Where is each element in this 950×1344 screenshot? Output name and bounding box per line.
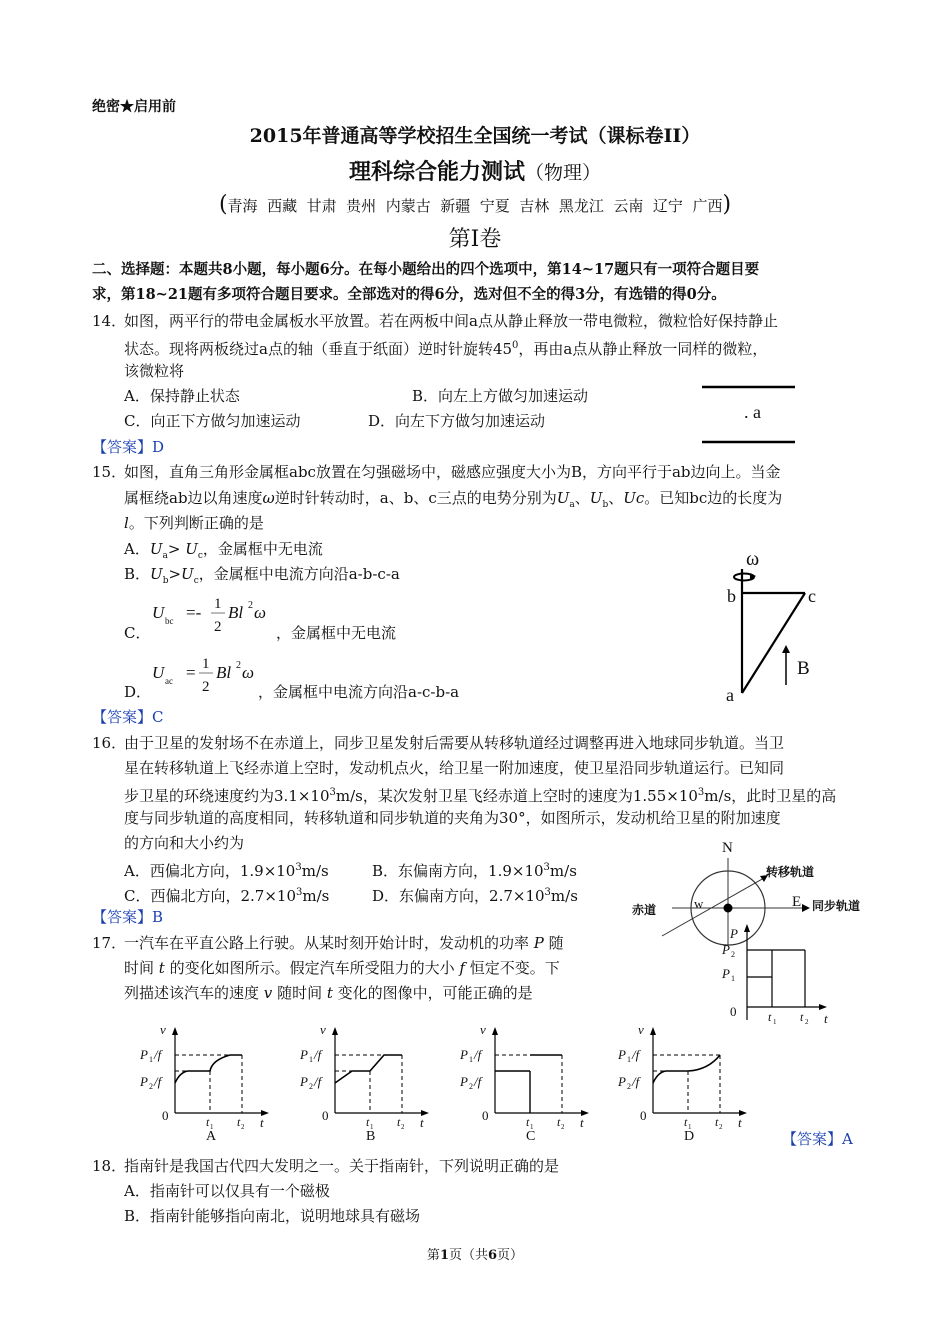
vt-t1-label: t — [206, 1115, 210, 1129]
pt-p1-label: P — [722, 966, 730, 981]
q14-option-b: B．向左上方做匀加速运动 — [412, 387, 589, 405]
vt-origin-label: 0 — [482, 1108, 489, 1123]
vt-p2f-sub: 2 — [149, 1082, 153, 1091]
satellite-dot — [724, 904, 733, 913]
vt-t1-sub: 1 — [210, 1123, 214, 1131]
sync-orbit-arrowhead-icon — [802, 904, 810, 912]
q15-option-b: B．$U_b>U_c$，金属框中电流方向沿a-b-c-a — [124, 565, 400, 586]
q15-line-3: l。下列判断正确的是 — [124, 514, 264, 532]
vt-t1-label: t — [366, 1115, 370, 1129]
vt-graph-a — [130, 1020, 280, 1150]
vt-p2f-slash: /f — [154, 1074, 162, 1089]
regions: 青海 西藏 甘肃 贵州 内蒙古 新疆 宁夏 吉林 黑龙江 云南 辽宁 广西 — [227, 197, 723, 215]
vertex-b-label: b — [727, 586, 736, 606]
q14-answer: 【答案】D — [92, 438, 165, 456]
vt-t2-sub: 2 — [401, 1123, 405, 1131]
q16-answer: 【答案】B — [92, 908, 164, 926]
transfer-orbit-label: 转移轨道 — [766, 865, 815, 879]
vt-y-arrow-icon — [650, 1027, 656, 1035]
page-footer: 第1页（共6页） — [426, 1248, 524, 1263]
q15-line-2: 属框绕ab边以角速度ω逆时针转动时，a、b、c三点的电势分别为$U_a$、$U_b$、Uc。已知bc边的长度为 — [124, 489, 783, 510]
vt-v-label: v — [638, 1022, 644, 1037]
q16-line-1: 由于卫星的发射场不在赤道上，同步卫星发射后需要从转移轨道经过调整再进入地球同步轨道。当卫 — [124, 734, 785, 752]
vt-p1f-sub: 1 — [469, 1055, 473, 1064]
vt-origin-label: 0 — [640, 1108, 647, 1123]
vt-origin-label: 0 — [162, 1108, 169, 1123]
pt-p-label: P — [730, 926, 738, 941]
vt-p1f-label: P — [618, 1047, 626, 1062]
vt-p2f-label: P — [300, 1074, 308, 1089]
q16-line-2: 星在转移轨道上飞经赤道上空时，发动机点火，给卫星一附加速度，使卫星沿同步轨道运行。已知同 — [124, 759, 785, 777]
vt-p2f-slash: /f — [474, 1074, 482, 1089]
vt-v-label: v — [320, 1022, 326, 1037]
omega-label: ω — [746, 548, 760, 570]
q16-option-a: A．西偏北方向，$1.9\times 10^3m/s$ — [124, 862, 329, 880]
vt-v-label: v — [160, 1022, 166, 1037]
vt-t2-label: t — [715, 1115, 719, 1129]
q15-option-c-text: ，金属框中无电流 — [276, 624, 397, 642]
q17-line-1: 一汽车在平直公路上行驶。从某时刻开始计时，发动机的功率 P 随 — [124, 934, 564, 952]
q15-option-d-prefix: D． — [124, 683, 152, 701]
vt-p1f-sub: 1 — [627, 1055, 631, 1064]
vt-curve — [495, 1055, 562, 1071]
pt-origin-label: 0 — [730, 1004, 737, 1019]
q14-option-d: D．向左下方做匀加速运动 — [368, 412, 546, 430]
vt-t2-label: t — [557, 1115, 561, 1129]
q16-line-4: 度与同步轨道的高度相同，转移轨道和同步轨道的夹角为30°，如图所示，发动机给卫星的附加速度 — [124, 809, 781, 827]
formula-d-eq: = — [186, 663, 196, 682]
q17-line-2: 时间 t 的变化如图所示。假定汽车所受阻力的大小 f 恒定不变。下 — [124, 959, 560, 977]
q16-line-3: 步卫星的环绕速度约为$3.1\times 10^3m/s$，某次发射卫星飞经赤道上空时的速度为$1.55\times 10^3m/s$，此时卫星的高 — [124, 787, 837, 805]
vt-p1f-sub: 1 — [309, 1055, 313, 1064]
q16-line-5: 的方向和大小约为 — [124, 834, 245, 852]
vt-p1f-slash: /f — [154, 1047, 162, 1062]
pt-y-arrow-icon — [744, 924, 750, 932]
field-b-label: B — [797, 658, 810, 679]
sync-orbit-label: 同步轨道 — [812, 899, 861, 913]
vt-y-arrow-icon — [332, 1027, 338, 1035]
pt-t2-label: t — [800, 1010, 804, 1024]
vt-t-axis-label: t — [420, 1115, 424, 1130]
vt-t-axis-label: t — [580, 1115, 584, 1130]
regions-close: ) — [722, 192, 732, 217]
vt-y-arrow-icon — [172, 1027, 178, 1035]
side-ac — [742, 593, 805, 693]
q18-option-b: B．指南针能够指向南北，说明地球具有磁场 — [124, 1207, 421, 1225]
vt-t-axis-label: t — [738, 1115, 742, 1130]
pt-t1-label: t — [768, 1010, 772, 1024]
vt-p2f-sub: 2 — [469, 1082, 473, 1091]
vt-p1f-label: P — [140, 1047, 148, 1062]
vt-p2f-label: P — [140, 1074, 148, 1089]
vt-t1-label: t — [526, 1115, 530, 1129]
vertex-a-label: a — [726, 685, 734, 705]
pt-t-axis-label: t — [824, 1011, 828, 1026]
vt-p1f-slash: /f — [314, 1047, 322, 1062]
q18-option-a: A．指南针可以仅具有一个磁极 — [124, 1182, 330, 1200]
q15-option-c-formula — [150, 590, 275, 638]
point-a-label: . a — [744, 402, 761, 422]
q17-power-graph — [722, 920, 843, 1028]
vt-graph-label: B — [366, 1129, 376, 1144]
formula-c-sq: 2 — [248, 600, 253, 611]
formula-d-den: 2 — [202, 679, 210, 695]
vertex-c-label: c — [808, 586, 816, 606]
east-label: E — [792, 894, 802, 910]
q15-option-a: A．$U_a> U_c$，金属框中无电流 — [124, 540, 323, 561]
q15-answer: 【答案】C — [92, 708, 164, 726]
section-line-2: 求，第18~21题有多项符合题目要求。全部选对的得6分，选对但不全的得3分，有选错的得0分。 — [92, 286, 726, 303]
vt-t2-label: t — [237, 1115, 241, 1129]
vt-t1-sub: 1 — [530, 1123, 534, 1131]
q14-option-c: C．向正下方做匀加速运动 — [124, 412, 301, 430]
vt-p2f-sub: 2 — [309, 1082, 313, 1091]
formula-d-bl: Bl — [216, 663, 232, 682]
exam-title: 2015年普通高等学校招生全国统一考试（课标卷II） — [249, 125, 701, 147]
vt-t1-sub: 1 — [370, 1123, 374, 1131]
subtitle-sub: （物理） — [525, 162, 602, 184]
q16-number: 16． — [92, 734, 127, 752]
volume-title: 第Ⅰ卷 — [448, 227, 502, 252]
formula-d-num: 1 — [202, 656, 210, 672]
vt-t2-sub: 2 — [561, 1123, 565, 1131]
q15-option-c-prefix: C． — [124, 624, 151, 642]
q15-number: 15． — [92, 463, 127, 481]
west-label: w — [694, 896, 704, 911]
vt-t-axis-label: t — [260, 1115, 264, 1130]
section-line-1: 二、选择题：本题共8小题，每小题6分。在每小题给出的四个选项中，第14~17题只有一项符合题目要 — [92, 261, 760, 278]
q17-number: 17． — [92, 934, 127, 952]
formula-c-num: 1 — [214, 596, 222, 612]
regions-open: ( — [218, 192, 228, 217]
q14-line-1: 如图，两平行的带电金属板水平放置。若在两板中间a点从静止释放一带电微粒，微粒恰好保持静止 — [124, 312, 778, 330]
vt-graph-label: A — [206, 1129, 217, 1144]
vt-p1f-label: P — [300, 1047, 308, 1062]
vt-p2f-sub: 2 — [627, 1082, 631, 1091]
vt-p2f-label: P — [618, 1074, 626, 1089]
vt-p2f-slash: /f — [632, 1074, 640, 1089]
formula-c-bl: Bl — [228, 603, 244, 622]
formula-d-sub: ac — [165, 676, 173, 686]
formula-d-u: U — [152, 663, 165, 682]
vt-origin-label: 0 — [322, 1108, 329, 1123]
formula-c-den: 2 — [214, 619, 222, 635]
formula-c-omega: ω — [254, 603, 267, 622]
vt-p1f-sub: 1 — [149, 1055, 153, 1064]
formula-d-omega: ω — [242, 663, 255, 682]
vt-p1f-label: P — [460, 1047, 468, 1062]
pt-p1-sub: 1 — [731, 974, 735, 983]
q14-option-a: A．保持静止状态 — [124, 387, 240, 405]
formula-c-u: U — [152, 603, 165, 622]
vt-t1-sub: 1 — [688, 1123, 692, 1131]
vt-graph-d — [608, 1020, 758, 1150]
formula-c-sub: bc — [165, 616, 174, 626]
q16-option-d: D．东偏南方向，$2.7\times 10^3m/s$ — [372, 887, 578, 905]
q14-number: 14． — [92, 312, 127, 330]
formula-d-sq: 2 — [236, 660, 241, 671]
q18-number: 18． — [92, 1157, 127, 1175]
q16-option-b: B．东偏南方向，$1.9\times 10^3m/s$ — [372, 862, 577, 880]
q18-line-1: 指南针是我国古代四大发明之一。关于指南针，下列说明正确的是 — [124, 1157, 560, 1175]
q14-line-2: 状态。现将两板绕过a点的轴（垂直于纸面）逆时针旋转$45^0$，再由a点从静止释放一同样的微粒， — [124, 340, 768, 358]
pt-t2-sub: 2 — [805, 1018, 809, 1026]
vt-t2-sub: 2 — [241, 1123, 245, 1131]
vt-t2-sub: 2 — [719, 1123, 723, 1131]
secret-label: 绝密★启用前 — [92, 99, 176, 115]
q17-answer: 【答案】A — [782, 1130, 853, 1148]
q17-line-3: 列描述该汽车的速度 v 随时间 t 变化的图像中，可能正确的是 — [124, 984, 533, 1002]
vt-graph-c — [450, 1020, 600, 1150]
vt-v-label: v — [480, 1022, 486, 1037]
q16-option-c: C．西偏北方向，$2.7\times 10^3m/s$ — [124, 887, 330, 905]
pt-t1-sub: 1 — [773, 1018, 777, 1026]
q15-triangle-figure — [720, 545, 830, 710]
vt-t1-label: t — [684, 1115, 688, 1129]
vt-curve — [653, 1055, 720, 1083]
vt-p2f-label: P — [460, 1074, 468, 1089]
vt-curve — [175, 1055, 242, 1083]
vt-graph-label: D — [684, 1129, 695, 1144]
q15-option-d-text: ，金属框中电流方向沿a-c-b-a — [258, 683, 460, 701]
q14-line-3: 该微粒将 — [124, 362, 185, 380]
pt-p2-label: P — [722, 942, 730, 957]
vt-graph-label: C — [526, 1129, 536, 1144]
vt-t2-label: t — [397, 1115, 401, 1129]
vt-y-arrow-icon — [492, 1027, 498, 1035]
q15-option-d-formula — [150, 650, 265, 698]
pt-x-arrow-icon — [819, 1004, 827, 1010]
vt-p2f-slash: /f — [314, 1074, 322, 1089]
equator-label: 赤道 — [632, 903, 657, 917]
vt-graph-b — [290, 1020, 440, 1150]
vt-p1f-slash: /f — [632, 1047, 640, 1062]
q15-line-1: 如图，直角三角形金属框abc放置在匀强磁场中，磁感应强度大小为B，方向平行于ab边向上。当金 — [124, 463, 781, 481]
formula-c-eq: =- — [186, 603, 202, 622]
field-arrowhead-icon — [782, 645, 790, 653]
vt-p1f-slash: /f — [474, 1047, 482, 1062]
subtitle-main: 理科综合能力测试 — [348, 159, 525, 185]
q14-plates-figure — [700, 382, 800, 448]
north-label: N — [722, 840, 733, 856]
exam-subtitle — [0, 158, 950, 188]
pt-p2-sub: 2 — [731, 950, 735, 959]
vt-curve — [335, 1055, 402, 1083]
regions-line — [0, 194, 950, 217]
